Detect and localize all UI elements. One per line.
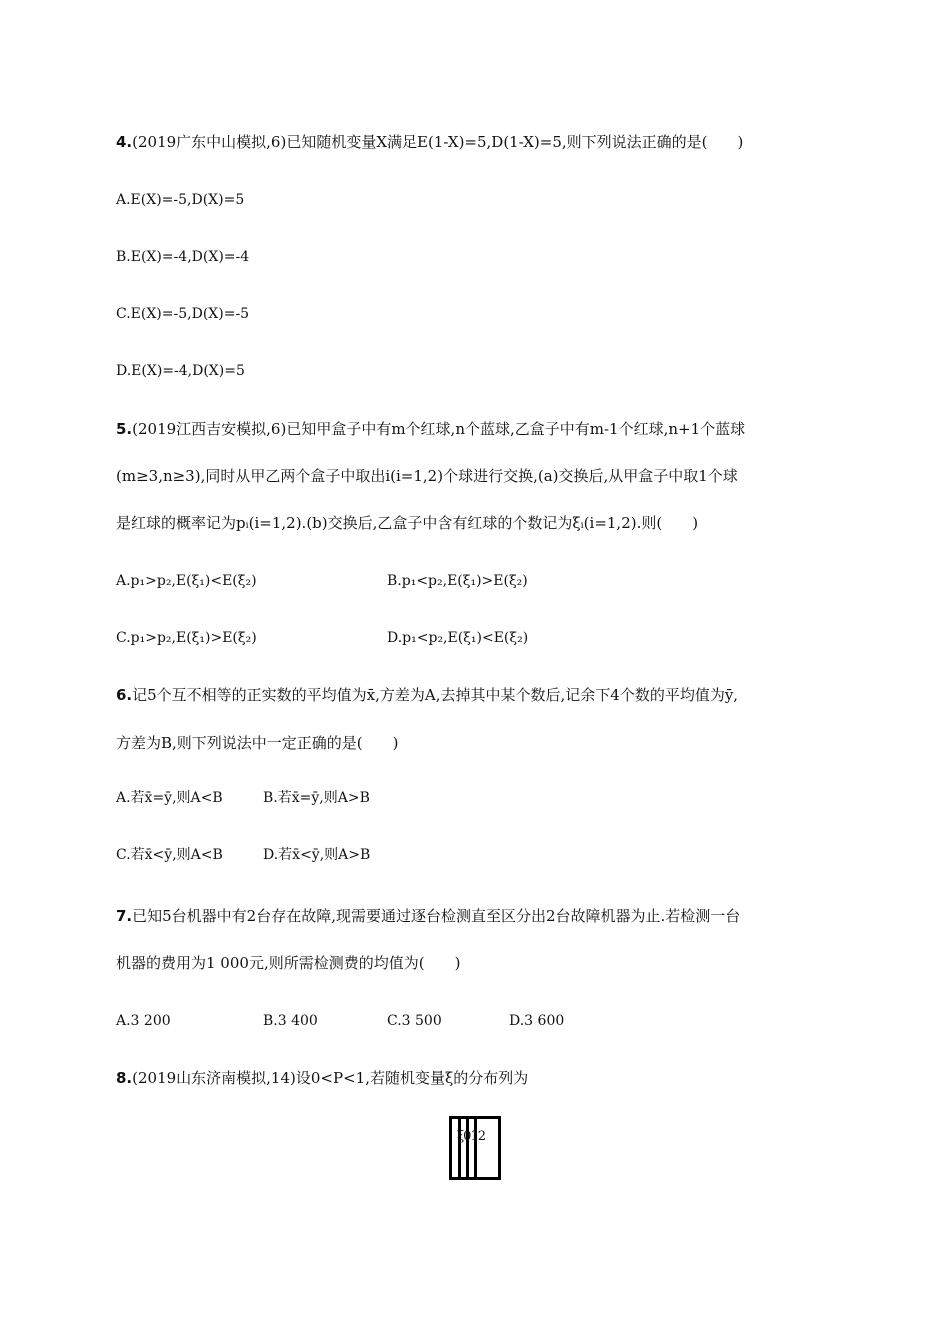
q8-stem: (2019山东济南模拟,14)设0<P<1,若随机变量ξ的分布列为 xyxy=(132,1069,529,1087)
q4-option-c: C.E(X)=-5,D(X)=-5 xyxy=(116,306,250,322)
q5-number: 5. xyxy=(116,420,133,438)
q5-stem-line-1 xyxy=(116,419,745,439)
q4-stem-line xyxy=(116,132,743,152)
q7-option-b: B.3 400 xyxy=(263,1013,318,1029)
q7-option-c: C.3 500 xyxy=(387,1013,442,1029)
q6-option-b: B.若x̄=ȳ,则A>B xyxy=(263,790,370,806)
q5-stem-line-3: 是红球的概率记为pᵢ(i=1,2).(b)交换后,乙盒子中含有红球的个数记为ξᵢ(i=1,2).则( ) xyxy=(116,514,699,532)
q7-stem-1: 已知5台机器中有2台存在故障,现需要通过逐台检测直至区分出2台故障机器为止.若检测一台 xyxy=(132,907,741,925)
q6-stem-line-2: 方差为B,则下列说法中一定正确的是( ) xyxy=(116,734,399,752)
q7-option-a: A.3 200 xyxy=(116,1013,171,1029)
table-column-divider xyxy=(466,1119,469,1177)
q7-stem-line-2: 机器的费用为1 000元,则所需检测费的均值为( ) xyxy=(116,954,461,972)
q8-number: 8. xyxy=(116,1069,133,1087)
q4-option-b: B.E(X)=-4,D(X)=-4 xyxy=(116,249,250,265)
q7-number: 7. xyxy=(116,907,133,925)
q6-stem-1: 记5个互不相等的正实数的平均值为x̄,方差为A,去掉其中某个数后,记余下4个数的平均值为ȳ, xyxy=(132,686,739,704)
q5-option-c: C.p₁>p₂,E(ξ₁)>E(ξ₂) xyxy=(116,630,257,646)
distribution-table xyxy=(449,1116,501,1180)
q5-stem-line-2: (m≥3,n≥3),同时从甲乙两个盒子中取出i(i=1,2)个球进行交换,(a)交换后,从甲盒子中取1个球 xyxy=(116,467,738,485)
q5-option-b: B.p₁<p₂,E(ξ₁)>E(ξ₂) xyxy=(387,573,528,589)
q4-option-a: A.E(X)=-5,D(X)=5 xyxy=(116,192,245,208)
table-header-text: ξ012 xyxy=(457,1129,485,1144)
q7-option-d: D.3 600 xyxy=(509,1013,565,1029)
q8-stem-line xyxy=(116,1068,528,1088)
q5-option-a: A.p₁>p₂,E(ξ₁)<E(ξ₂) xyxy=(116,573,257,589)
q4-number: 4. xyxy=(116,133,133,151)
q5-option-d: D.p₁<p₂,E(ξ₁)<E(ξ₂) xyxy=(387,630,529,646)
q7-stem-line-1 xyxy=(116,906,740,926)
q4-option-d: D.E(X)=-4,D(X)=5 xyxy=(116,363,245,379)
q5-stem-1: (2019江西吉安模拟,6)已知甲盒子中有m个红球,n个蓝球,乙盒子中有m-1个红球,n+1个蓝球 xyxy=(132,420,746,438)
table-column-divider xyxy=(474,1119,477,1177)
q6-option-d: D.若x̄<ȳ,则A>B xyxy=(263,847,371,863)
q4-stem: (2019广东中山模拟,6)已知随机变量X满足E(1-X)=5,D(1-X)=5,则下列说法正确的是( ) xyxy=(132,133,744,151)
q6-option-a: A.若x̄=ȳ,则A<B xyxy=(116,790,223,806)
q6-option-c: C.若x̄<ȳ,则A<B xyxy=(116,847,223,863)
q6-stem-line-1 xyxy=(116,685,738,705)
q6-number: 6. xyxy=(116,686,133,704)
table-column-divider xyxy=(458,1119,461,1177)
